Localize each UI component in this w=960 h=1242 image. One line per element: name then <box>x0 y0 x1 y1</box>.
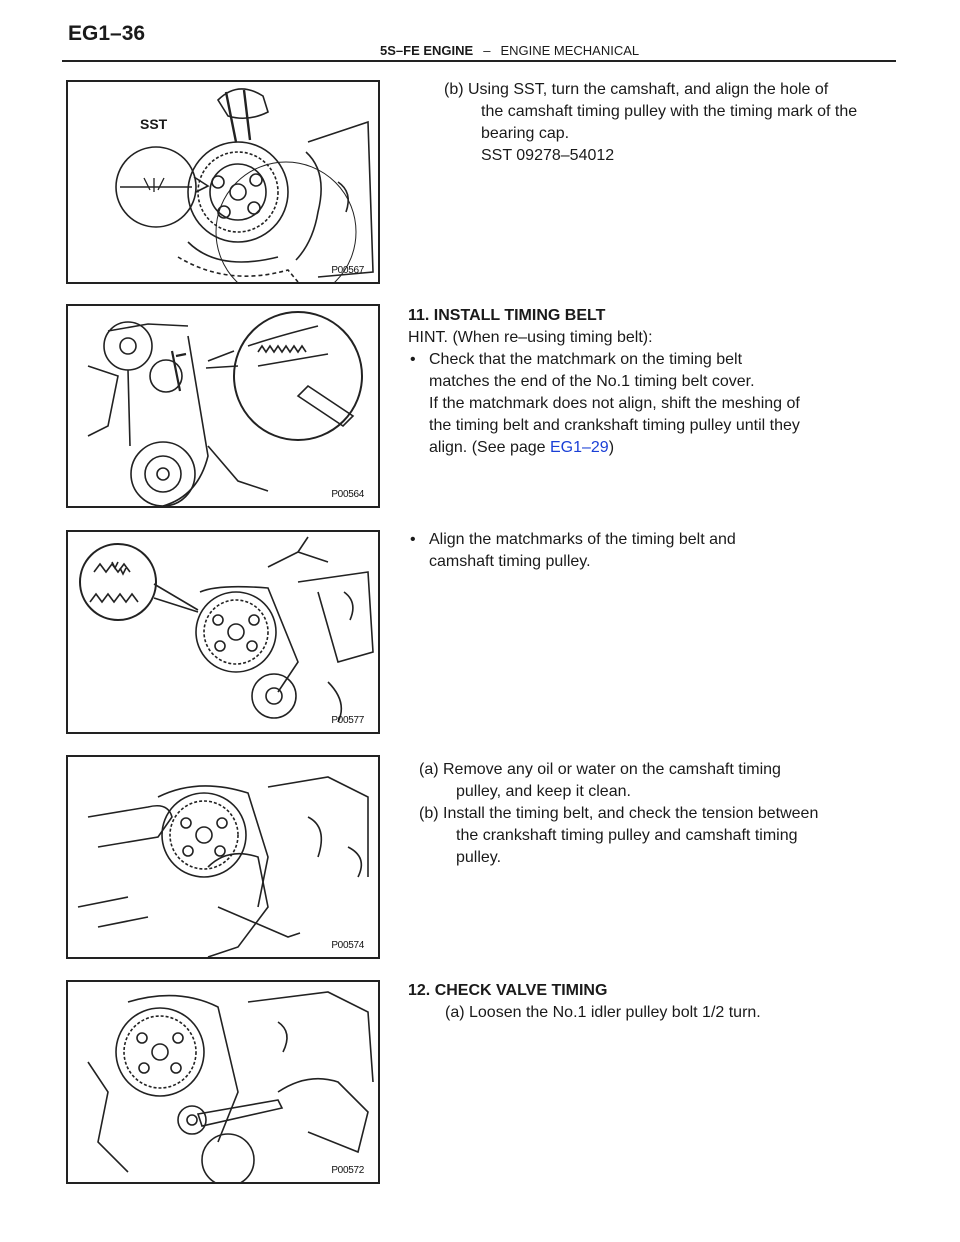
page-header <box>380 43 639 58</box>
figure-timing-belt-matchmark <box>66 304 380 508</box>
step-heading: 12. CHECK VALVE TIMING <box>408 982 608 999</box>
steps-a-b-install-belt <box>419 759 818 869</box>
text-line: (a) Remove any oil or water on the camshaft timing <box>419 761 781 778</box>
figure-code: P00572 <box>331 1165 364 1176</box>
text-line: the camshaft timing pulley with the timing mark of the <box>481 103 858 120</box>
figure-align-matchmarks <box>66 530 380 734</box>
figure-code: P00577 <box>331 715 364 726</box>
figure-code: P00567 <box>331 265 364 276</box>
header-rule <box>62 60 896 62</box>
text-line: Check that the matchmark on the timing belt <box>429 351 743 368</box>
text-line: (b) Using SST, turn the camshaft, and align the hole of <box>444 81 829 98</box>
figure-camshaft-sst <box>66 80 380 284</box>
figure-code: P00574 <box>331 940 364 951</box>
text-line: If the matchmark does not align, shift the meshing of <box>429 395 800 412</box>
section-label: ENGINE MECHANICAL <box>500 43 640 58</box>
text-line: Align the matchmarks of the timing belt and <box>429 531 736 548</box>
install-belt-illustration <box>68 757 378 957</box>
figure-install-belt-hands <box>66 755 380 959</box>
text-line: (b) Install the timing belt, and check the tension between <box>419 805 819 822</box>
text-line <box>429 437 800 459</box>
text-line: the crankshaft timing pulley and camshaft timing <box>456 827 798 844</box>
timing-belt-matchmark-illustration <box>68 306 378 506</box>
engine-label: 5S–FE ENGINE <box>380 43 474 58</box>
header-separator: – <box>483 43 491 58</box>
text-fragment: align. (See page <box>429 439 550 456</box>
sst-label: SST <box>140 116 168 132</box>
text-line: SST 09278–54012 <box>481 147 615 164</box>
bullet-item <box>408 529 736 573</box>
bullet-item <box>408 349 800 459</box>
page-link[interactable]: EG1–29 <box>549 439 609 456</box>
step-heading: 11. INSTALL TIMING BELT <box>408 307 606 324</box>
text-fragment: ) <box>608 439 615 456</box>
page-number: EG1–36 <box>68 22 146 45</box>
text-line: pulley, and keep it clean. <box>456 783 631 800</box>
text-line: matches the end of the No.1 timing belt cover. <box>429 373 755 390</box>
figure-code: P00564 <box>331 489 364 500</box>
step-11-install-timing-belt <box>408 305 800 459</box>
camshaft-sst-illustration <box>68 82 378 282</box>
hint-line: HINT. (When re–using timing belt): <box>408 329 653 346</box>
text-line: (a) Loosen the No.1 idler pulley bolt 1/2 turn. <box>445 1004 761 1021</box>
align-matchmarks-illustration <box>68 532 378 732</box>
step-b-camshaft <box>444 79 857 167</box>
text-line: camshaft timing pulley. <box>429 553 591 570</box>
loosen-idler-bolt-illustration <box>68 982 378 1182</box>
figure-loosen-idler-bolt <box>66 980 380 1184</box>
text-line: the timing belt and crankshaft timing pulley until they <box>429 417 800 434</box>
bullet-glyph: • <box>410 351 416 368</box>
text-line: bearing cap. <box>481 125 570 142</box>
bullet-align-matchmarks <box>408 529 736 573</box>
bullet-glyph: • <box>410 531 416 548</box>
step-12-check-valve-timing <box>408 980 761 1024</box>
text-line: pulley. <box>456 849 502 866</box>
